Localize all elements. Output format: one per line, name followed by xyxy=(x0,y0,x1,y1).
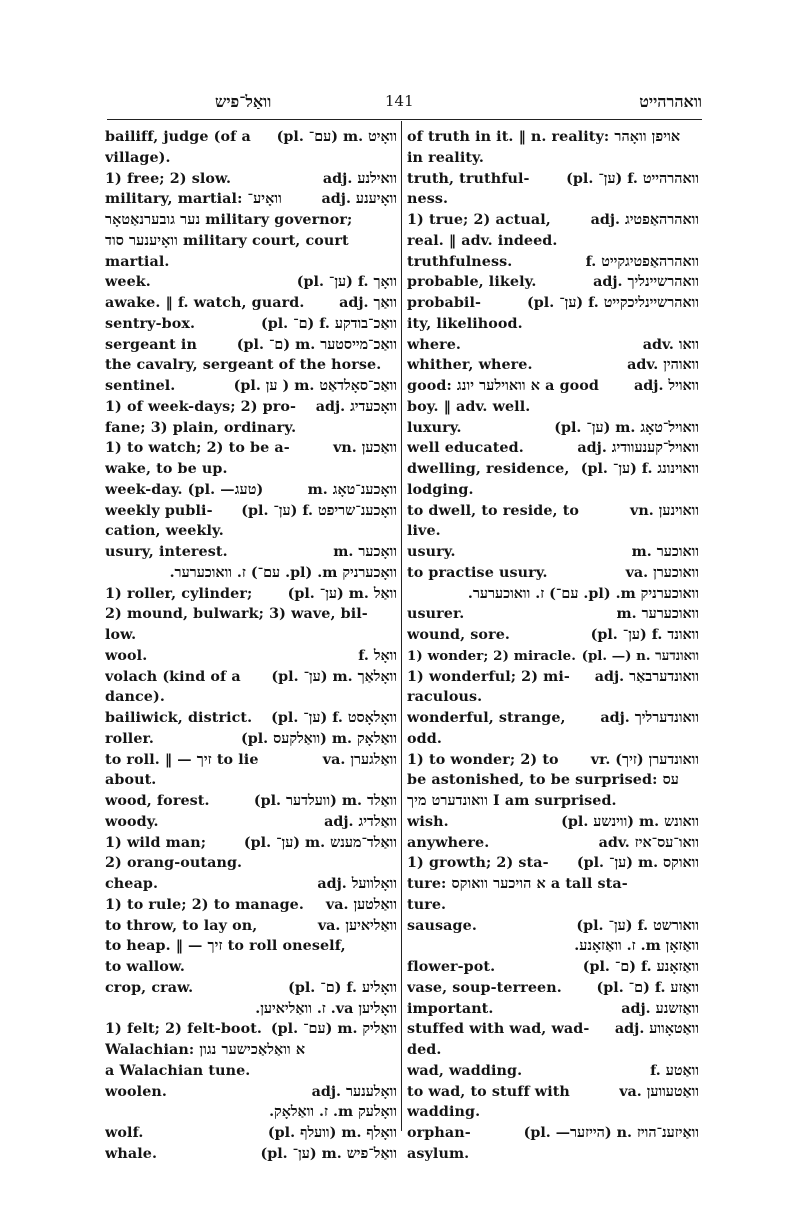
entry-english: real. ‖ adv. indeed. xyxy=(407,232,558,249)
entry-line xyxy=(407,397,699,418)
entry-english: orphan- xyxy=(407,1125,471,1141)
entry-line xyxy=(407,625,699,646)
entry-line xyxy=(105,604,397,625)
entry-english: ture: א הויכער וואוקס a tall sta- xyxy=(407,876,628,892)
entry-english: whale. xyxy=(105,1145,158,1162)
entry-english: lodging. xyxy=(407,481,474,498)
entry-headword: (pl. עם־) m. וואַליק xyxy=(270,1021,397,1038)
entry-headword: (pl. ען־) f. וואהרהייט xyxy=(566,170,699,187)
entry-english: to roll. ‖ — זיך to lie xyxy=(105,751,259,768)
entry-line xyxy=(105,978,397,999)
entry-line xyxy=(407,438,699,459)
entry-english: to throw, to lay on, xyxy=(105,917,258,934)
entry-english: cation, weekly. xyxy=(105,523,224,540)
entry-english: martial. xyxy=(105,253,170,270)
entry-english: village). xyxy=(105,149,171,166)
entry-line xyxy=(407,563,699,584)
entry-english: 1) to wonder; 2) to xyxy=(407,751,559,768)
entry-headword: (pl. ען־) f. וואורשט xyxy=(576,917,699,934)
entry-headword: (pl. ען־) f. וואוינונג xyxy=(580,461,699,477)
entry-line xyxy=(105,853,397,874)
entry-line xyxy=(407,1123,699,1144)
entry-english: ity, likelihood. xyxy=(407,315,523,332)
entry-line xyxy=(105,646,397,667)
entry-english: of truth in it. ‖ n. reality: אויפן וואָהר xyxy=(407,129,681,145)
entry-headword: (pl. ען־) f. וואָלאָסט xyxy=(271,710,397,726)
entry-english: 1) wild man; xyxy=(105,834,207,851)
entry-line xyxy=(105,480,397,501)
entry-line xyxy=(407,936,699,957)
entry-line xyxy=(105,1123,397,1144)
entry-headword: va. וואַלטען xyxy=(325,896,397,913)
entry-english: וואונדערט מיך I am surprised. xyxy=(407,793,617,809)
entry-line xyxy=(105,148,397,169)
entry-line xyxy=(407,812,699,833)
entry-english: wood, forest. xyxy=(105,793,210,809)
entry-line xyxy=(407,895,699,916)
entry-line xyxy=(407,127,699,148)
entry-english: odd. xyxy=(407,730,442,747)
entry-line xyxy=(105,729,397,750)
entry-english: 2) orang-outang. xyxy=(105,855,243,872)
entry-line xyxy=(407,1102,699,1123)
entry-english: sentinel. xyxy=(105,378,176,394)
entry-line xyxy=(407,957,699,978)
header-rule xyxy=(107,119,702,120)
entry-line xyxy=(105,521,397,542)
entry-headword: (pl. ען־) f. וואָך xyxy=(296,274,397,291)
entry-headword: m. וואָכער xyxy=(333,544,397,560)
entry-english: 2) mound, bulwark; 3) wave, bil- xyxy=(105,606,368,623)
entry-english: cheap. xyxy=(105,876,159,892)
entry-line xyxy=(105,770,397,791)
entry-line xyxy=(407,791,699,812)
entry-headword: adj. וואַך xyxy=(339,295,397,311)
entry-headword: adj. וואהרהאַפטיג xyxy=(590,212,699,228)
entry-english: low. xyxy=(105,627,137,643)
entry-headword: adj. וואויל xyxy=(634,378,699,394)
entry-headword: (pl. ם־) m. וואַכ־מייסטער xyxy=(236,336,397,353)
entry-headword: (pl. ען־) m. וואוקס xyxy=(576,855,699,872)
entry-headword: m. וואוכערער xyxy=(616,606,699,623)
entry-english: vase, soup-terreen. xyxy=(407,979,562,996)
entry-headword: וואָליען va. ז. וואַליאיען. xyxy=(255,1000,397,1017)
entry-english: 1) growth; 2) sta- xyxy=(407,855,549,872)
entry-line xyxy=(407,667,699,688)
entry-headword: adj. וואָלוועל xyxy=(317,876,397,892)
entry-english: וואָיענער סוד military court, court xyxy=(105,232,349,249)
entry-headword: וואָכערניק m. (pl. עם־) ז. וואוכערער. xyxy=(169,564,397,581)
entry-headword: (pl. ען־) m. וואַל־פיש xyxy=(260,1145,397,1162)
entry-english: Walachian: א וואַלאַכישער נגון xyxy=(105,1042,306,1058)
entry-english: wonderful, strange, xyxy=(407,710,566,726)
entry-line xyxy=(105,957,397,978)
entry-headword: va. וואוכערן xyxy=(625,564,699,581)
entry-english: anywhere. xyxy=(407,834,490,851)
entry-line xyxy=(407,355,699,376)
entry-headword: (pl. —הייזער) n. וואַיזענ־הויז xyxy=(523,1125,699,1141)
entry-line xyxy=(407,999,699,1020)
entry-english: usury. xyxy=(407,544,456,560)
entry-line xyxy=(407,687,699,708)
entry-english: wish. xyxy=(407,813,449,830)
entry-english: boy. ‖ adv. well. xyxy=(407,398,531,415)
entry-headword: adv. וואו xyxy=(642,336,699,353)
entry-headword: (pl. ען־) m. וואַל xyxy=(287,585,397,602)
entry-english: asylum. xyxy=(407,1145,470,1162)
entry-headword: adv. וואו־עס־איז xyxy=(598,834,699,851)
entry-line xyxy=(407,874,699,895)
entry-headword: (pl. ם־) f. וואָליע xyxy=(288,979,397,996)
entry-line xyxy=(407,1082,699,1103)
entry-line xyxy=(407,1061,699,1082)
entry-english: well educated. xyxy=(407,440,524,457)
entry-headword: adj. וואונדערבאַר xyxy=(594,668,699,685)
entry-english: military, martial: וואָיע־ xyxy=(105,191,282,208)
entry-headword: vn. וואוינען xyxy=(630,502,699,519)
entry-line xyxy=(105,708,397,729)
entry-line xyxy=(105,376,397,397)
entry-headword: adj. וואָלענער xyxy=(311,1083,397,1100)
entry-headword: (pl. ען־) f. וואונד xyxy=(590,627,699,643)
entry-english: whither, where. xyxy=(407,357,533,374)
entry-english: 1) of week-days; 2) pro- xyxy=(105,398,297,415)
entry-line xyxy=(105,418,397,439)
entry-line xyxy=(105,314,397,335)
entry-english: flower-pot. xyxy=(407,959,496,975)
entry-english: to heap. ‖ — זיך to roll oneself, xyxy=(105,938,346,955)
entry-english: wound, sore. xyxy=(407,627,510,643)
entry-line xyxy=(407,501,699,522)
entry-headword: f. וואַטע xyxy=(650,1062,699,1079)
entry-line xyxy=(407,1144,699,1165)
entry-english: probabil- xyxy=(407,295,482,311)
entry-english: fane; 3) plain, ordinary. xyxy=(105,419,297,436)
entry-headword: (pl. ם־) f. וואַזאָנע xyxy=(582,959,699,975)
entry-english: wolf. xyxy=(105,1125,144,1141)
entry-line xyxy=(105,459,397,480)
entry-english: truthfulness. xyxy=(407,253,513,270)
entry-line xyxy=(105,397,397,418)
entry-line xyxy=(105,210,397,231)
entry-line xyxy=(407,210,699,231)
entry-headword: adj. וואויל־קענעוודיג xyxy=(577,440,699,457)
entry-headword: va. וואַליאיען xyxy=(317,917,397,934)
entry-english: about. xyxy=(105,772,157,789)
entry-headword: וואַזאָן m. ז. וואַזאָנע. xyxy=(574,938,699,955)
entry-english: usury, interest. xyxy=(105,544,228,560)
entry-line xyxy=(105,272,397,293)
entry-english: wad, wadding. xyxy=(407,1062,523,1079)
entry-english: sentry-box. xyxy=(105,315,196,332)
entry-headword: (pl. ען־) m. וואויל־טאָג xyxy=(554,419,699,436)
entry-english: 1) wonder; 2) miracle. xyxy=(407,647,576,664)
entry-line xyxy=(105,833,397,854)
entry-headword: (pl. וועלף) m. וואָלף xyxy=(267,1125,397,1141)
entry-headword: וואוכערניק m. (pl. עם־) ז. וואוכערער. xyxy=(467,585,699,602)
entry-headword: adj. וואָיענע xyxy=(321,191,397,208)
entry-line xyxy=(105,189,397,210)
entry-line xyxy=(407,646,699,667)
entry-english: ness. xyxy=(407,191,449,208)
entry-english: a Walachian tune. xyxy=(105,1062,251,1079)
entry-english: crop, craw. xyxy=(105,979,194,996)
entry-english: important. xyxy=(407,1000,494,1017)
entry-headword: adj. וואונדערליך xyxy=(600,710,699,726)
entry-line xyxy=(105,916,397,937)
entry-headword: (pl. ען ) m. וואַכ־סאָלדאַט xyxy=(233,378,397,394)
entry-english: to wallow. xyxy=(105,959,185,975)
entry-line xyxy=(105,667,397,688)
entry-line xyxy=(407,252,699,273)
entry-english: the cavalry, sergeant of the horse. xyxy=(105,357,382,374)
entry-line xyxy=(407,542,699,563)
entry-line xyxy=(105,1082,397,1103)
entry-headword: adj. וואַלדיג xyxy=(324,813,397,830)
entry-line xyxy=(407,708,699,729)
entry-line xyxy=(105,1061,397,1082)
entry-line xyxy=(105,584,397,605)
entry-headword: m. וואוכער xyxy=(631,544,699,560)
entry-headword: m. וואָכענ־טאָג xyxy=(307,481,397,498)
entry-english: dance). xyxy=(105,689,165,706)
entry-english: dwelling, residence, xyxy=(407,461,570,477)
entry-line xyxy=(105,874,397,895)
entry-line xyxy=(407,1040,699,1061)
entry-headword: (pl. ען־) f. וואהרשיינליכקייט xyxy=(527,295,699,311)
entry-english: wool. xyxy=(105,647,148,664)
entry-english: sergeant in xyxy=(105,336,197,353)
entry-english: wake, to be up. xyxy=(105,461,228,477)
entry-headword: adj. וואַטאָווע xyxy=(614,1021,699,1038)
entry-line xyxy=(407,833,699,854)
entry-line xyxy=(105,625,397,646)
entry-english: weekly publi- xyxy=(105,502,213,519)
entry-line xyxy=(105,563,397,584)
page-header-row xyxy=(107,92,702,114)
entry-line xyxy=(105,438,397,459)
entry-english: volach (kind of a xyxy=(105,668,241,685)
entry-english: awake. ‖ f. watch, guard. xyxy=(105,295,305,311)
entry-headword: (pl. ווינשע) m. וואונש xyxy=(561,813,699,830)
entry-line xyxy=(105,252,397,273)
entry-english: 1) to watch; 2) to be a- xyxy=(105,440,290,457)
page-number: 141 xyxy=(385,92,414,110)
entry-english: 1) to rule; 2) to manage. xyxy=(105,896,304,913)
entry-headword: va. וואַטעווען xyxy=(619,1083,699,1100)
entry-headword: (pl. עם־) m. וואָיט xyxy=(276,129,397,145)
entry-headword: adj. וואַזשנע xyxy=(621,1000,699,1017)
entry-english: live. xyxy=(407,523,441,540)
entry-english: wadding. xyxy=(407,1104,481,1121)
entry-headword: (pl. וועלדער) m. וואַלד xyxy=(253,793,397,809)
entry-line xyxy=(105,335,397,356)
entry-line xyxy=(105,542,397,563)
entry-line xyxy=(407,376,699,397)
entry-line xyxy=(407,770,699,791)
entry-line xyxy=(105,355,397,376)
entry-english: to practise usury. xyxy=(407,564,548,581)
entry-line xyxy=(105,687,397,708)
entry-line xyxy=(105,501,397,522)
entry-line xyxy=(407,293,699,314)
entry-line xyxy=(407,978,699,999)
entry-english: roller. xyxy=(105,730,154,747)
entry-english: raculous. xyxy=(407,689,483,706)
entry-line xyxy=(105,1040,397,1061)
entry-headword: vn. וואַכען xyxy=(333,440,397,457)
entry-line xyxy=(105,895,397,916)
entry-english: be astonished, to be surprised: עס xyxy=(407,772,679,789)
entry-headword: (pl. ען־) f. וואָכענ־שריפט xyxy=(241,502,397,519)
entry-line xyxy=(407,418,699,439)
entry-english: woody. xyxy=(105,813,159,830)
entry-english: to wad, to stuff with xyxy=(407,1083,570,1100)
entry-line xyxy=(407,314,699,335)
entry-line xyxy=(407,916,699,937)
entry-line xyxy=(407,272,699,293)
entry-english: sausage. xyxy=(407,917,477,934)
entry-english: stuffed with wad, wad- xyxy=(407,1021,590,1038)
entry-headword: vr. (זיך) וואונדערן xyxy=(590,751,699,768)
entry-line xyxy=(407,1019,699,1040)
entry-english: week. xyxy=(105,274,151,291)
right-column xyxy=(407,127,699,1165)
entry-line xyxy=(105,127,397,148)
entry-line xyxy=(105,999,397,1020)
guide-word-last: וואַל־פיש xyxy=(215,92,272,111)
entry-headword: adj. וואילנע xyxy=(322,170,397,187)
entry-line xyxy=(407,750,699,771)
entry-line xyxy=(407,480,699,501)
entry-headword: (pl. ען־) m. וואַלד־מענש xyxy=(243,834,397,851)
entry-line xyxy=(105,1102,397,1123)
entry-english: to dwell, to reside, to xyxy=(407,502,580,519)
entry-english: week-day. (pl. —טעג) xyxy=(105,481,264,498)
entry-headword: f. וואהרהאַפטיגקייט xyxy=(585,253,699,270)
entry-english: נער גובערנאַטאָר military governor; xyxy=(105,212,353,228)
entry-line xyxy=(407,521,699,542)
entry-line xyxy=(407,189,699,210)
column-divider xyxy=(401,121,402,1131)
entry-english: where. xyxy=(407,336,462,353)
entry-headword: adj. וואהרשיינליך xyxy=(593,274,699,291)
entry-headword: (pl. —) n. וואונדער xyxy=(581,647,699,664)
entry-headword: adv. וואוהין xyxy=(627,357,699,374)
entry-english: bailiff, judge (of a xyxy=(105,129,251,145)
entry-line xyxy=(105,169,397,190)
entry-english: good: א וואוילער יונג a good xyxy=(407,378,600,394)
entry-english: 1) free; 2) slow. xyxy=(105,170,232,187)
entry-line xyxy=(407,335,699,356)
entry-line xyxy=(105,791,397,812)
entry-line xyxy=(407,169,699,190)
entry-line xyxy=(105,936,397,957)
entry-line xyxy=(407,231,699,252)
entry-line xyxy=(105,1144,397,1165)
entry-line xyxy=(105,1019,397,1040)
entry-english: woolen. xyxy=(105,1083,167,1100)
entry-line xyxy=(105,750,397,771)
entry-line xyxy=(105,812,397,833)
entry-line xyxy=(105,231,397,252)
entry-english: 1) roller, cylinder; xyxy=(105,585,253,602)
entry-headword: (pl. וואַלקעס) m. וואַלאָק xyxy=(240,730,397,747)
entry-english: bailiwick, district. xyxy=(105,710,253,726)
entry-english: probable, likely. xyxy=(407,274,537,291)
entry-headword: (pl. ען־) m. וואָלאַך xyxy=(271,668,397,685)
entry-headword: f. וואָל xyxy=(358,647,397,664)
entry-headword: (pl. ם־) f. וואַכ־בודקע xyxy=(260,315,397,332)
entry-english: 1) felt; 2) felt-boot. xyxy=(105,1021,262,1038)
entry-headword: va. וואַלגערן xyxy=(322,751,397,768)
entry-headword: adj. וואָכעדיג xyxy=(315,398,397,415)
entry-line xyxy=(407,584,699,605)
entry-english: in reality. xyxy=(407,149,484,166)
entry-line xyxy=(407,729,699,750)
entry-english: luxury. xyxy=(407,419,462,436)
entry-line xyxy=(407,459,699,480)
entry-english: usurer. xyxy=(407,606,465,623)
guide-word-first: וואהרהייט xyxy=(639,92,702,111)
left-column xyxy=(105,127,397,1165)
entry-english: 1) true; 2) actual, xyxy=(407,212,551,228)
entry-line xyxy=(105,293,397,314)
entry-line xyxy=(407,148,699,169)
entry-english: ture. xyxy=(407,896,447,913)
entry-headword: (pl. ם־) f. וואַזע xyxy=(596,979,699,996)
entry-english: truth, truthful- xyxy=(407,170,530,187)
entry-headword: וואָלעק m. ז. וואַלאָק. xyxy=(269,1104,397,1121)
entry-english: ded. xyxy=(407,1042,442,1058)
entry-line xyxy=(407,853,699,874)
entry-line xyxy=(407,604,699,625)
entry-english: 1) wonderful; 2) mi- xyxy=(407,668,570,685)
